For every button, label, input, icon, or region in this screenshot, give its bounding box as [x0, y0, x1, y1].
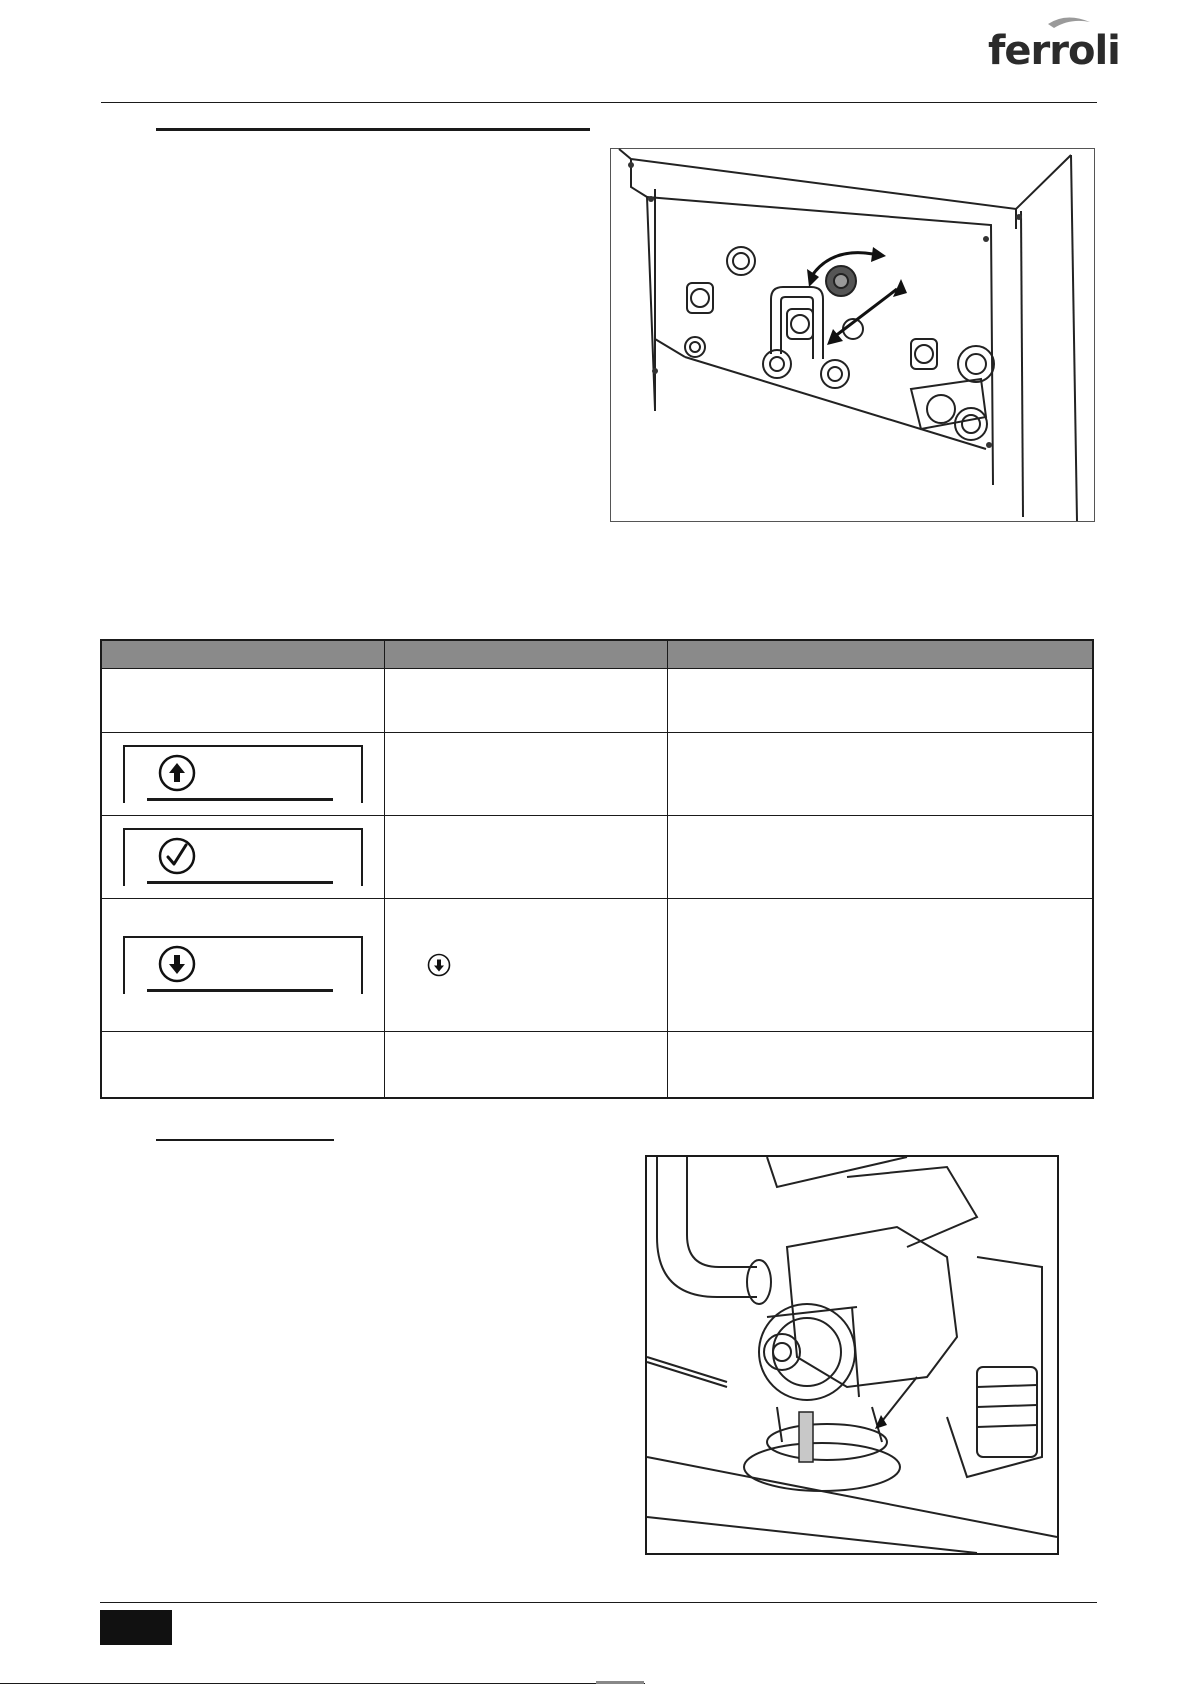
- svg-text:ferroli: ferroli: [988, 28, 1120, 74]
- table-cell: [385, 1032, 668, 1098]
- arrow-down-circle-icon: [427, 953, 451, 977]
- check-circle-icon: [157, 836, 197, 876]
- display-key-frame: [123, 745, 363, 803]
- table-header-row: [102, 641, 1093, 669]
- table-cell: [385, 816, 668, 899]
- figure-pump-bypass-detail: [645, 1155, 1059, 1555]
- bottom-mark: [596, 1681, 644, 1684]
- table-row: [102, 899, 1093, 1032]
- header-rule: [101, 102, 1097, 103]
- ferroli-logo: [986, 14, 1120, 74]
- bottom-rule: [0, 1683, 645, 1684]
- table-row: [102, 1032, 1093, 1098]
- section-heading-underline: [156, 128, 590, 131]
- table-cell: [385, 669, 668, 733]
- table-cell: [385, 733, 668, 816]
- settings-table: [100, 639, 1094, 1099]
- page-number-badge: [100, 1610, 172, 1645]
- display-key-frame: [123, 828, 363, 886]
- table-header-cell: [668, 641, 1093, 669]
- table-cell: [102, 1032, 385, 1098]
- table-cell: [668, 816, 1093, 899]
- table-header-cell: [102, 641, 385, 669]
- section-heading-underline: [156, 1139, 334, 1141]
- arrow-up-circle-icon: [157, 753, 197, 793]
- table-row: [102, 816, 1093, 899]
- table-cell: [668, 669, 1093, 733]
- display-key-frame: [123, 936, 363, 994]
- arrow-down-circle-icon: [157, 944, 197, 984]
- table-cell: [668, 733, 1093, 816]
- table-cell: [102, 733, 385, 816]
- table-row: [102, 733, 1093, 816]
- table-cell: [102, 816, 385, 899]
- table-row: [102, 669, 1093, 733]
- table-cell: [668, 1032, 1093, 1098]
- table-cell: [102, 669, 385, 733]
- table-header-cell: [385, 641, 668, 669]
- figure-boiler-bottom-panel: [610, 148, 1095, 522]
- table-cell: [385, 899, 668, 1032]
- footer-rule: [100, 1602, 1097, 1603]
- table-cell: [102, 899, 385, 1032]
- table-cell: [668, 899, 1093, 1032]
